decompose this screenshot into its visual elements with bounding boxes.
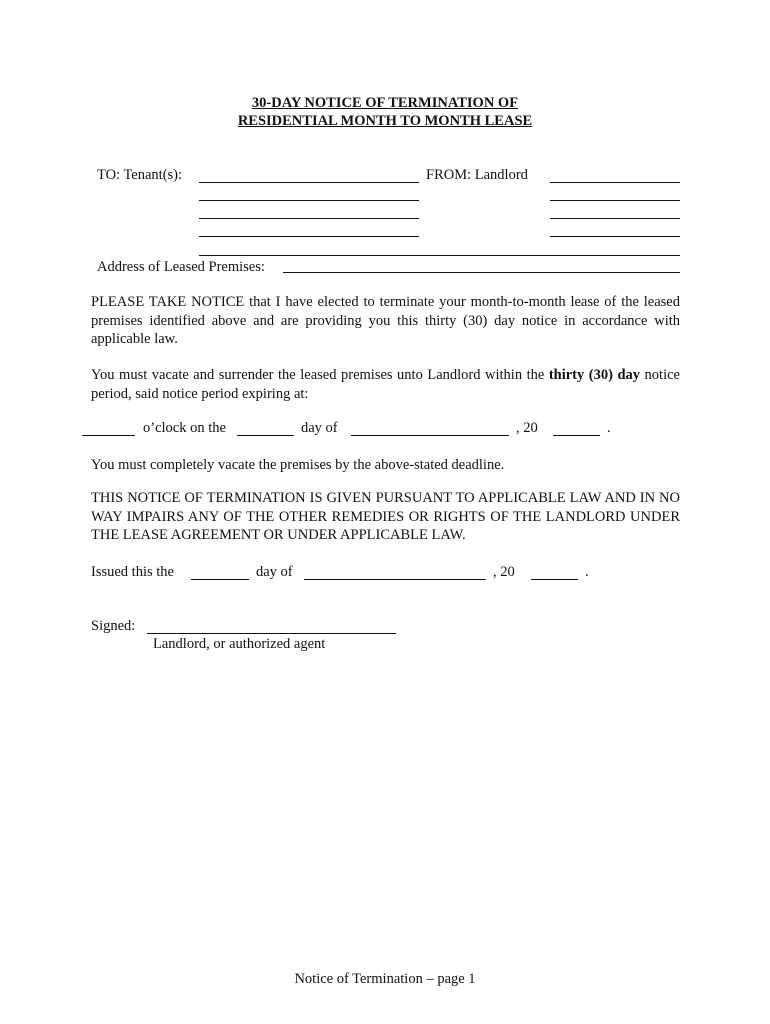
expiration-period: .: [607, 420, 611, 436]
expiration-year-line[interactable]: [553, 435, 600, 436]
to-tenants-label: TO: Tenant(s):: [97, 167, 183, 183]
landlord-line-1[interactable]: [550, 182, 680, 183]
landlord-line-2[interactable]: [550, 200, 680, 201]
signed-label: Signed:: [91, 618, 136, 634]
landlord-line-3[interactable]: [550, 218, 680, 219]
signature-line[interactable]: [147, 633, 396, 634]
vacate-text-start: You must vacate and surrender the leased premises unto Landlord within the: [91, 367, 549, 383]
address-line[interactable]: [283, 272, 680, 273]
title-line-1: 30-DAY NOTICE OF TERMINATION OF: [251, 95, 519, 111]
legal-notice-paragraph: THIS NOTICE OF TERMINATION IS GIVEN PURSUANT TO APPLICABLE LAW AND IN NO WAY IMPAIRS ANY OF THE OTHER REMEDIES OR RIGHTS OF THE LANDLORD UNDER THE LEASE AGREEMENT OR UNDER APPLICABLE LAW.: [91, 490, 680, 543]
premises-line-upper[interactable]: [199, 255, 680, 256]
page-footer: Notice of Termination – page 1: [294, 971, 476, 987]
deadline-paragraph: You must completely vacate the premises by the above-stated deadline.: [91, 457, 505, 473]
expiration-day-line[interactable]: [237, 435, 294, 436]
tenant-name-line-1[interactable]: [199, 182, 419, 183]
issued-year-prefix: , 20: [493, 564, 515, 580]
tenant-name-line-4[interactable]: [199, 236, 419, 237]
address-label: Address of Leased Premises:: [97, 259, 265, 275]
notice-paragraph: PLEASE TAKE NOTICE that I have elected to terminate your month-to-month lease of the leased premises identified above and are providing you this thirty (30) day notice in accordance with applicable law.: [91, 294, 680, 347]
issued-month-line[interactable]: [304, 579, 486, 580]
issued-period: .: [585, 564, 589, 580]
vacate-paragraph: [91, 366, 680, 403]
vacate-text-end: notice period, said notice period expiring at:: [91, 367, 680, 402]
issued-year-line[interactable]: [531, 579, 578, 580]
tenant-name-line-3[interactable]: [199, 218, 419, 219]
from-landlord-label: FROM: Landlord: [426, 167, 528, 183]
signature-caption: Landlord, or authorized agent: [153, 636, 326, 652]
year-prefix: , 20: [516, 420, 538, 436]
issued-day-of-label: day of: [256, 564, 293, 580]
expiration-hour-line[interactable]: [82, 435, 135, 436]
expiration-month-line[interactable]: [351, 435, 509, 436]
oclock-label: o’clock on the: [143, 420, 226, 436]
tenant-name-line-2[interactable]: [199, 200, 419, 201]
vacate-bold-period: thirty (30) day: [548, 367, 641, 383]
issued-day-line[interactable]: [191, 579, 249, 580]
title-line-2: RESIDENTIAL MONTH TO MONTH LEASE: [237, 113, 533, 129]
issued-label: Issued this the: [91, 564, 174, 580]
landlord-line-4[interactable]: [550, 236, 680, 237]
day-of-label: day of: [301, 420, 338, 436]
